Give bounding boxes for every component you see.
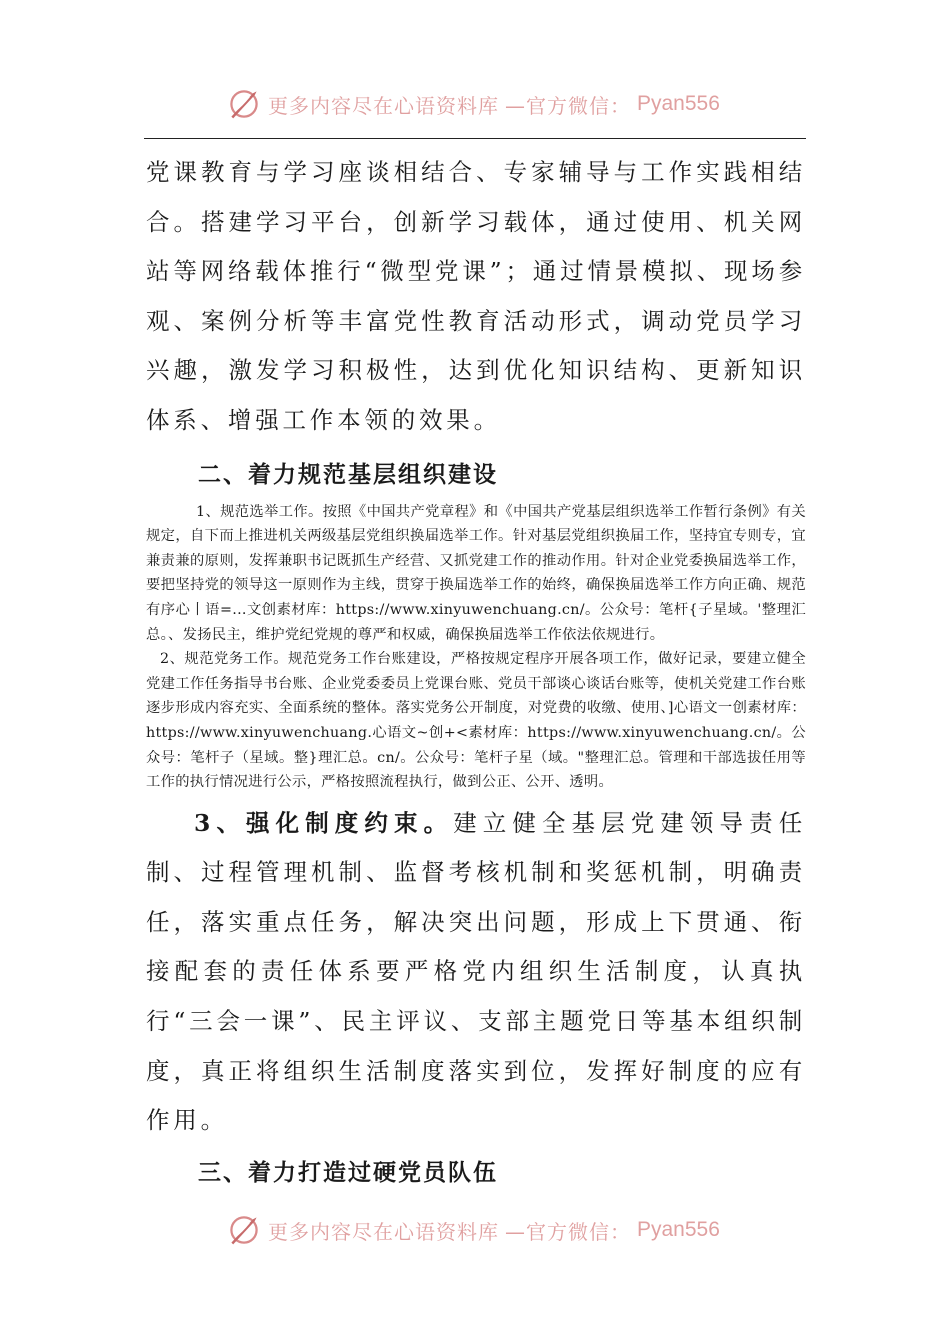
header-watermark: [226, 84, 720, 124]
watermark-brand: 更多内容尽在心语资料库: [268, 93, 499, 118]
watermark-wechat-label: —官方微信：: [505, 1219, 631, 1244]
footer-watermark: [226, 1210, 720, 1250]
item-1-paragraph: 1、规范选举工作。按照《中国共产党章程》和《中国共产党基层组织选举工作暂行条例》有关规定，自下而上推进机关两级基层党组织换届选举工作。针对基层党组织换届工作，坚持宜专则专，宜兼责兼的原则，发挥兼职书记既抓生产经营、又抓党建工作的推动作用。针对企业党委换届选举工作，要把坚持党的领导这一原则作为主线，贯穿于换届选举工作的始终，确保换届选举工作方向正确、规范有序心丨语=...文创素材库：https://www.xinyuwenchuang.cn/。公众号：笔杆{子星域。'整理汇总。、发扬民主，维护党纪党规的尊严和权威，确保换届选举工作依法依规进行。: [146, 503, 806, 643]
document-body: [146, 148, 806, 1198]
watermark-wechat-id: Pyan556: [637, 1218, 720, 1241]
watermark-brand: 更多内容尽在心语资料库: [268, 1219, 499, 1244]
quill-logo-icon: [226, 86, 262, 122]
item-3-paragraph: [146, 799, 806, 1146]
quill-logo-icon: [226, 1212, 262, 1248]
watermark-wechat-label: —官方微信：: [505, 93, 631, 118]
header-divider: [144, 138, 806, 139]
section-heading-2: 二、着力规范基层组织建设: [198, 461, 498, 488]
item-2-paragraph: 2、规范党务工作。规范党务工作台账建设，严格按规定程序开展各项工作，做好记录，要建立健全党建工作任务指导书台账、企业党委委员上党课台账、党员干部谈心谈话台账等，使机关党建工作台账逐步形成内容充实、全面系统的整体。落实党务公开制度，对党费的收缴、使用、]心语文一创素材库：https://www.xinyuwenchuang.心语文~创+<素材库：https://www.xinyuwenchuang.cn/。公众号：笔杆子（星域。整}理汇总。cn/。公众号：笔杆子星（域。"整理汇总。管理和干部选拔任用等工作的执行情况进行公示，严格按照流程执行，做到公正、公开、透明。: [146, 651, 806, 791]
item-3-title: 3、强化制度约束。: [194, 808, 454, 837]
section-heading-3: 三、着力打造过硬党员队伍: [198, 1159, 498, 1186]
intro-paragraph: 党课教育与学习座谈相结合、专家辅导与工作实践相结合。搭建学习平台，创新学习载体，通过使用、机关网站等网络载体推行“微型党课”；通过情景模拟、现场参观、案例分析等丰富党性教育活动形式，调动党员学习兴趣，激发学习积极性，达到优化知识结构、更新知识体系、增强工作本领的效果。: [146, 158, 806, 434]
watermark-wechat-id: Pyan556: [637, 92, 720, 115]
item-3-text: 建立健全基层党建领导责任制、过程管理机制、监督考核机制和奖惩机制，明确责任，落实重点任务，解决突出问题，形成上下贯通、衔接配套的责任体系要严格党内组织生活制度，认真执行“三会一课”、民主评议、支部主题党日等基本组织制度，真正将组织生活制度落实到位，发挥好制度的应有作用。: [146, 808, 806, 1135]
